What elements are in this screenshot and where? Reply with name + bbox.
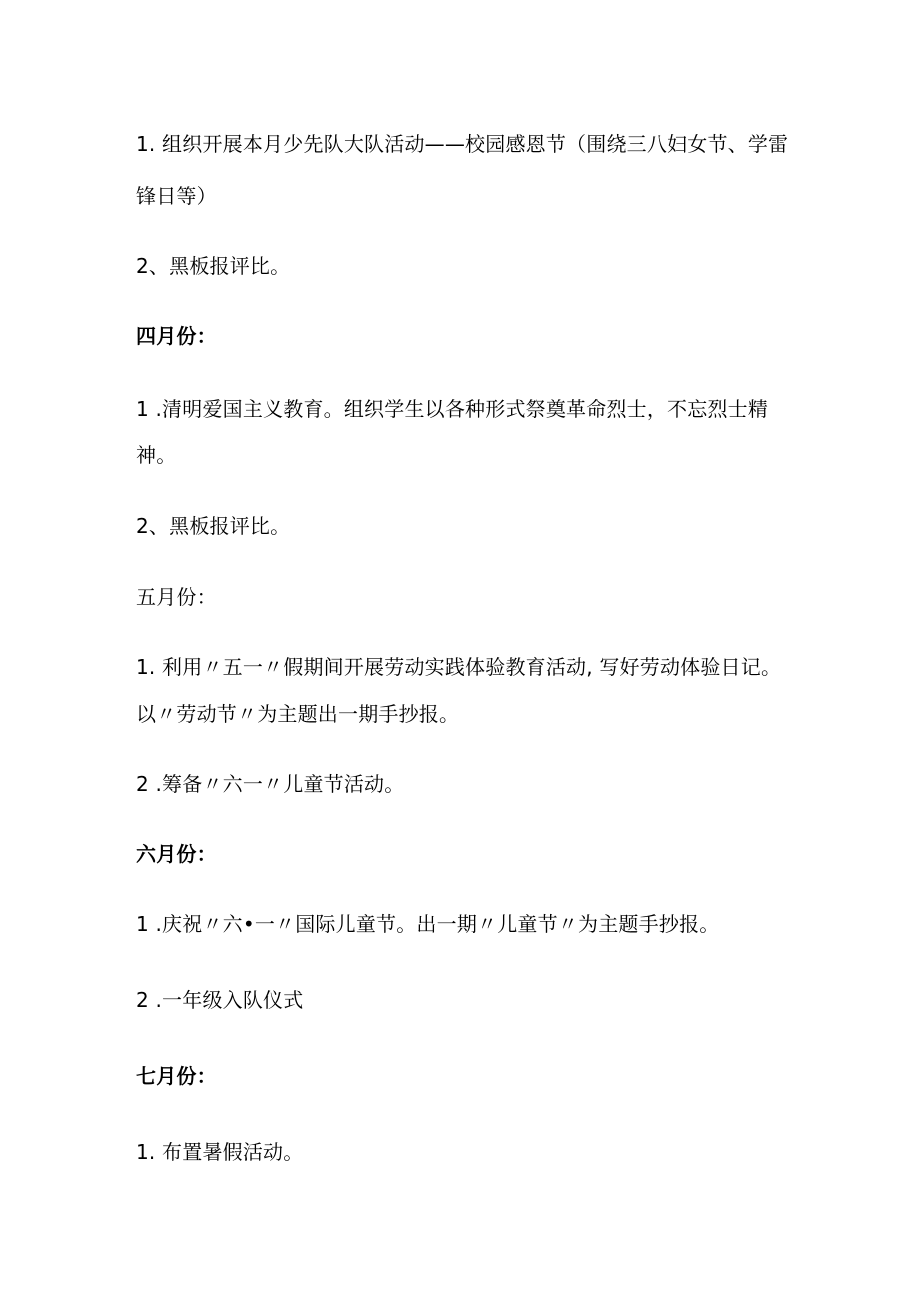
june-item-2: 2 .一年级入队仪式 — [136, 988, 304, 1012]
july-item-1: 1. 布置暑假活动。 — [136, 1140, 304, 1164]
march-item-1-line-2: 锋日等） — [136, 184, 217, 208]
june-item-1: 1 .庆祝〃六•一〃国际儿童节。出一期〃儿童节〃为主题手抄报。 — [136, 912, 720, 936]
june-heading: 六月份： — [136, 842, 217, 866]
may-item-2: 2 .筹备〃六一〃儿童节活动。 — [136, 772, 405, 796]
april-item-1-line-1: 1 .清明爱国主义教育。组织学生以各种形式祭奠革命烈士，不忘烈士精 — [136, 397, 769, 421]
april-heading: 四月份： — [136, 324, 217, 348]
july-heading: 七月份： — [136, 1064, 217, 1088]
march-item-1-line-1: 1. 组织开展本月少先队大队活动——校园感恩节（围绕三八妇女节、学雷 — [136, 132, 789, 156]
may-heading: 五月份： — [136, 585, 217, 609]
april-item-1-line-2: 神。 — [136, 443, 177, 467]
march-item-2: 2、黑板报评比。 — [136, 254, 291, 278]
may-item-1-line-2: 以〃劳动节〃为主题出一期手抄报。 — [136, 702, 460, 726]
april-item-2: 2、黑板报评比。 — [136, 514, 291, 538]
may-item-1-line-1: 1. 利用〃五一〃假期间开展劳动实践体验教育活动, 写好劳动体验日记。 — [136, 655, 782, 679]
